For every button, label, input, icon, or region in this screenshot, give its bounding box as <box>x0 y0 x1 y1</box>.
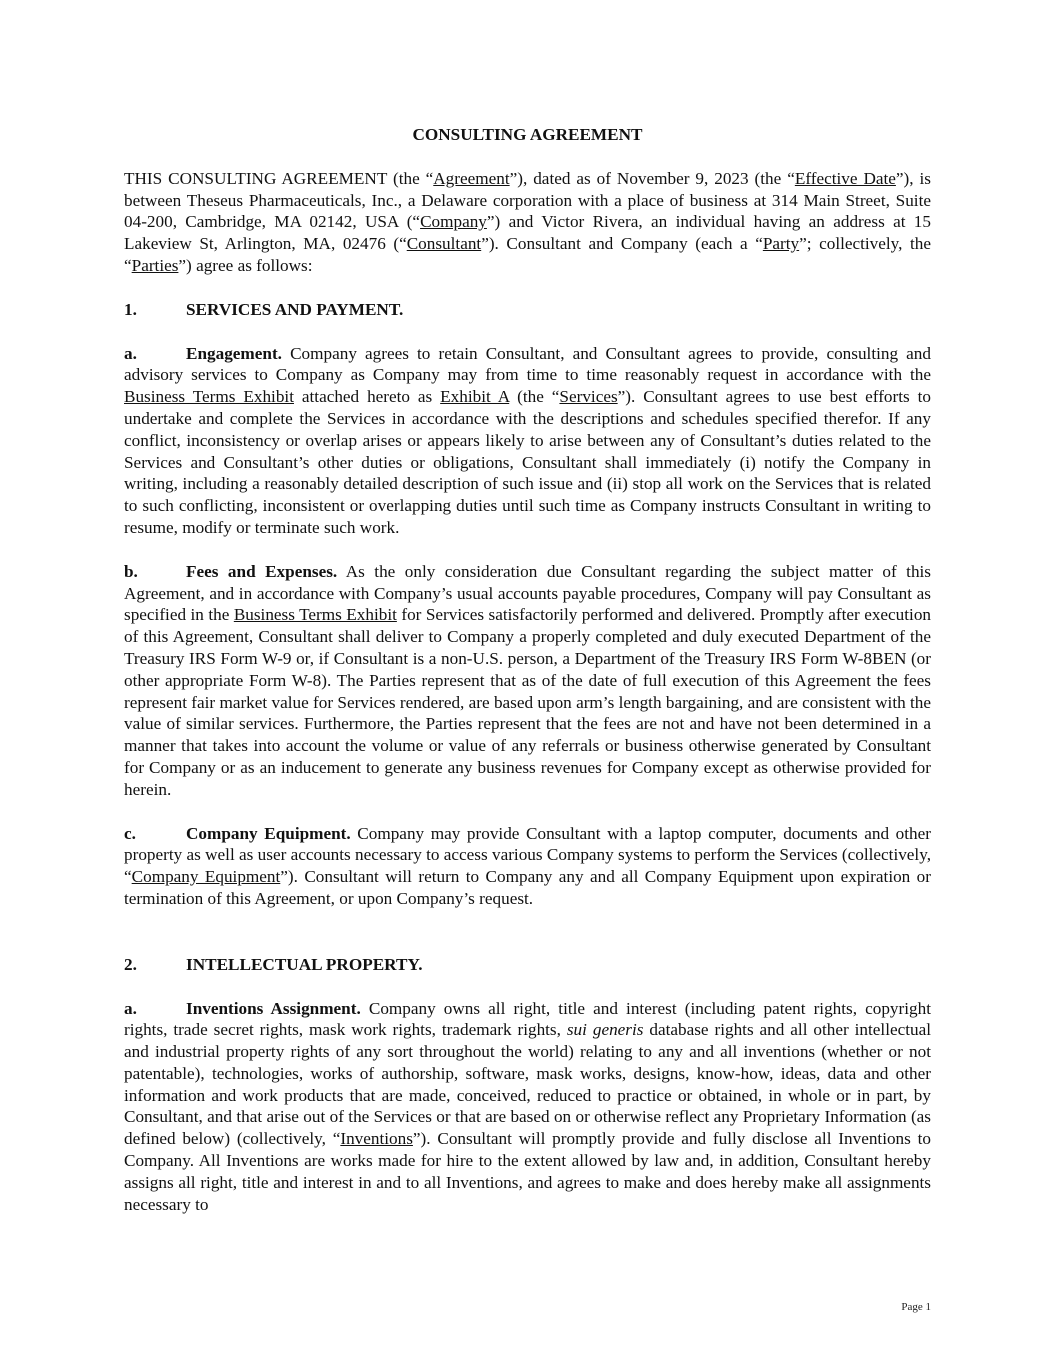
defined-term-company: Company <box>420 212 487 232</box>
intro-paragraph: THIS CONSULTING AGREEMENT (the “Agreement”), dated as of November 9, 2023 (the “Effective Date”), is between Theseus Pharmaceuticals, Inc., a Delaware corporation with a place of business at 314 Main Street, Suite 04-200, Cambridge, MA 02142, USA (“Company”) and Victor Rivera, an individual having an address at 15 Lakeview St, Arlington, MA, 02476 (“Consultant”). Consultant and Company (each a “Party”; collectively, the “Parties”) agree as follows: <box>124 168 932 275</box>
ref-exhibit-a: Exhibit A <box>440 387 510 407</box>
defined-term-party: Party <box>762 234 800 254</box>
defined-term-agreement: Agreement <box>433 168 510 188</box>
section-1c-equipment: c. Company Equipment. Company may provide Consultant with a laptop computer, documents and other property as well as user accounts necessary to access various Company systems to perform the Services (collectively, “Company Equipment”). Consultant will return to Company any and all Company Equipment upon expiration or termination of this Agreement, or upon Company’s request. <box>124 823 932 908</box>
defined-term-services: Services <box>559 387 618 407</box>
defined-term-inventions: Inventions <box>340 1129 413 1149</box>
defined-term-company-equipment: Company Equipment <box>131 867 281 887</box>
section-2a-inventions: a. Inventions Assignment. Company owns all right, title and interest (including patent rights, copyright rights, trade secret rights, mask work rights, trademark rights, sui generis database rights and all other intellectual and industrial property rights of any sort throughout the world) relating to any and all inventions (whether or not patentable), technologies, works of authorship, software, mask works, designs, know-how, ideas, data and other information and work products that are made, conceived, reduced to practice or obtained, in whole or in part, by Consultant, and that arise out of the Services or that are based on or otherwise reflect any Proprietary Information (as defined below) (collectively, “Inventions”). Consultant will promptly provide and fully disclose all Inventions to Company. All Inventions are works made for hire to the extent allowed by law and, in addition, Consultant hereby assigns all right, title and interest in and to all Inventions, and agrees to make and does hereby make all assignments necessary to <box>124 998 932 1214</box>
defined-term-effective-date: Effective Date <box>794 168 896 188</box>
section-1b-fees: b. Fees and Expenses. As the only consideration due Consultant regarding the subject matter of this Agreement, and in accordance with Company’s usual accounts payable procedures, Company will pay Consultant as specified in the Business Terms Exhibit for Services satisfactorily performed and delivered. Promptly after execution of this Agreement, Consultant shall deliver to Company a properly completed and duly executed Department of the Treasury IRS Form W-9 or, if Consultant is a non-U.S. person, a Department of the Treasury IRS Form W-8BEN (or other appropriate Form W-8). The Parties represent that as of the date of full execution of this Agreement the fees represent fair market value for Services rendered, are based upon arm’s length bargaining, and are consistent with the value of similar services. Furthermore, the Parties represent that the fees are not and have not been determined in a manner that takes into account the volume or value of any referrals or business otherwise generated by Consultant for Company or as an inducement to generate any business revenues for Company except as otherwise provided for herein. <box>124 561 932 799</box>
ref-business-terms-exhibit: Business Terms Exhibit <box>124 387 294 407</box>
section-1a-engagement: a. Engagement. Company agrees to retain Consultant, and Consultant agrees to provide, consulting and advisory services to Company as Company may from time to time reasonably request in accordance with the Business Terms Exhibit attached hereto as Exhibit A (the “Services”). Consultant agrees to use best efforts to undertake and complete the Services in accordance with the descriptions and schedules specified therefor. If any conflict, inconsistency or overlap arises or appears likely to arise between any of Consultant’s duties related to the Services and Consultant’s other duties or obligations, Consultant shall immediately (i) notify the Company in writing, including a reasonably detailed description of such issue and (ii) stop all work on the Services that is related to such conflicting, inconsistent or overlapping duties until such time as Company instructs Consultant in writing to resume, modify or terminate such work. <box>124 343 932 537</box>
section-2-heading: 2. INTELLECTUAL PROPERTY. <box>124 954 423 974</box>
section-1-heading: 1. SERVICES AND PAYMENT. <box>124 299 404 319</box>
document-page <box>124 124 931 1215</box>
document-title: CONSULTING AGREEMENT <box>412 125 643 144</box>
defined-term-parties: Parties <box>131 255 179 275</box>
ref-business-terms-exhibit: Business Terms Exhibit <box>233 605 397 625</box>
defined-term-consultant: Consultant <box>406 234 482 254</box>
page-number: Page 1 <box>901 1301 931 1313</box>
